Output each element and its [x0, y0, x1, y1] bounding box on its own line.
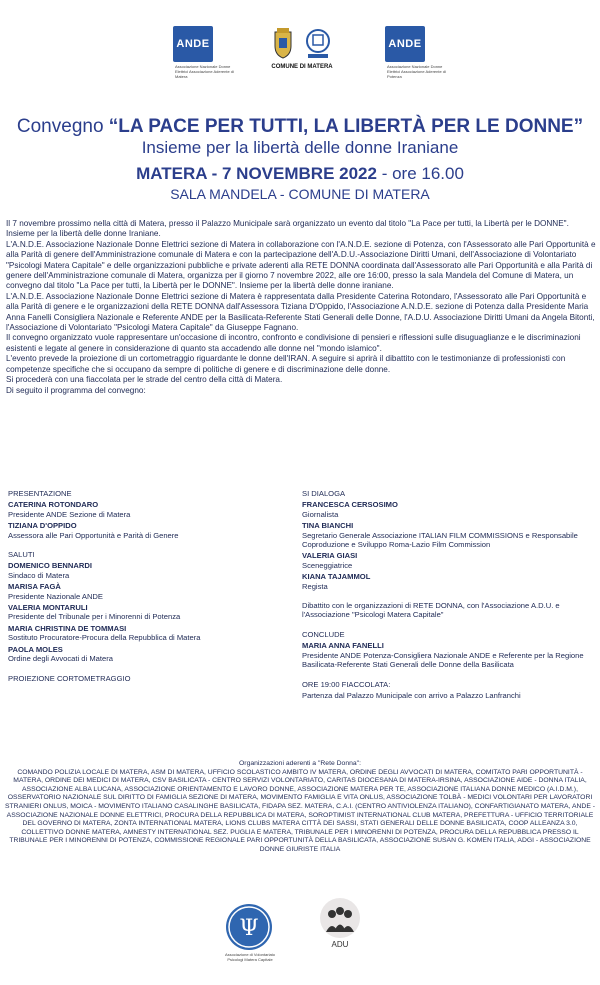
body-paragraph: L'evento prevede la proiezione di un cortometraggio riguardante le donne dell'IRAN. A seguire si aprirà il dibattito con le testimonianze di professionisti con competenze specifiche che si occupano da sempre di politiche di genere e di discriminazione delle donne. [6, 354, 566, 374]
comune-crest-icon [271, 28, 295, 60]
event-venue: SALA MANDELA - COMUNE DI MATERA [170, 186, 430, 202]
speaker: TIZIANA D'OPPIDO Assessora alle Pari Opportunità e Parità di Genere [8, 521, 179, 540]
body-paragraph: Di seguito il programma del convegno: [6, 385, 146, 395]
organizations-text: COMANDO POLIZIA LOCALE DI MATERA, ASM DI MATERA, UFFICIO SCOLASTICO AMBITO IV MATERA, ORDINE DEGLI AVVOCATI DI MATERA, COMITATO PARI OPPORTUNITÀ - MATERA, ORDINE DEI MEDICI DI MATERA, CSV BASILICATA - CENTRO SERVIZI VOLONTARIATO, CARITAS DIOCESANA DI MATERA-IRSINA, ASSOCIAZIONE AIDE - DONNA ITALIA, ASSOCIAZIONE ALBA LUCANA, ASSOCIAZIONE ORIENTAMENTO E LAVORO DONNE, ASSOCIAZIONE MATERA PER TE, ASSOCIAZIONE ITALIANA DONNE MEDICO (A.I.D.M.), OSSERVATORIO NAZIONALE SUL DIRITTO DI FAMIGLIA SEZIONE DI MATERA, MOVIMENTO FAMIGLIA E VITA ONLUS, ASSOCIAZIONE TOLBÀ - MEDICI VOLONTARI PER LAVORATORI STRANIERI ONLUS, MOICA - MOVIMENTO ITALIANO CASALINGHE BASILICATA, FIDAPA SEZ. MATERA, C.A.I. (CENTRO ANTIVIOLENZA ITALIANO), CONFARTIGIANATO MATERA, ANDE - ASSOCIAZIONE NAZIONALE DONNE ELETTRICI, PROCURA DELLA REPUBBLICA DI MATERA, SOROPTIMIST INTERNATIONAL CLUB MATERA, PREFETTURA - UFFICIO TERRITORIALE DEL GOVERNO DI MATERA, ZONTA INTERNATIONAL MATERA, LIONS CLUBS MATERA CITTÀ DEI SASSI, STATI GENERALI DELLE DONNE BASILICATA, COOP ALLEANZA 3.0, COLLETTIVO DONNE MATERA, AMNESTY INTERNATIONAL SEZ. PUGLIA E MATERA, TRIBUNALE PER I MINORENNI DI POTENZA, PROCURA DELLA REPUBBLICA PRESSO IL TRIBUNALE PER I MINORENNI DI POTENZA, COMMISSIONE REGIONALE PARI OPPORTUNITÀ DELLA BASILICATA, ASSOCIAZIONE SUSAN G. KOMEN ITALIA, ADGI - ASSOCIAZIONE DONNE GIURISTE ITALIA [4, 768, 596, 853]
section-proiezione: PROIEZIONE CORTOMETRAGGIO [8, 673, 131, 683]
speaker: FRANCESCA CERSOSIMO Giornalista [302, 500, 398, 519]
speaker: PAOLA MOLES Ordine degli Avvocati di Matera [8, 644, 113, 664]
psi-icon [226, 904, 272, 950]
svg-text:Ψ: Ψ [239, 916, 259, 941]
psicologi-caption: Associazione di Volontariato Psicologi Matera Capitale [224, 952, 276, 962]
people-icon [320, 898, 360, 938]
unesco-icon [303, 28, 333, 60]
section-presentazione: PRESENTAZIONE [8, 489, 72, 498]
program-right-column [302, 489, 592, 700]
section-conclude: CONCLUDE [302, 629, 345, 639]
adu-logo [320, 898, 360, 938]
speaker: TINA BIANCHI Segretario Generale Associazione ITALIAN FILM COMMISSIONS e Responsabile Coproduzione e Sviluppo Roma-Lazio Film Commission [302, 521, 578, 550]
psicologi-logo [226, 904, 272, 950]
body-paragraph: Si procederà con una fiaccolata per le strade del centro della città di Matera. [6, 375, 283, 385]
speaker: MARIA ANNA FANELLI Presidente ANDE Potenza-Consigliera Nazionale ANDE e Referente per la Regione Basilicata-Referente Stati Generali delle Donne della Basilicata [302, 641, 584, 670]
dibattito-text: Dibattito con le organizzazioni di RETE DONNA, con l'Associazione A.D.U. e l'Associazione "Psicologi Matera Capitale" [302, 601, 560, 620]
body-text [6, 219, 596, 396]
section-saluti: SALUTI [8, 550, 35, 560]
adu-caption: ADU [331, 940, 349, 949]
comune-name: COMUNE DI MATERA [271, 64, 333, 70]
event-subtitle: Insieme per la libertà delle donne Iraniane [141, 138, 459, 157]
ande-matera-logo: ANDE [173, 26, 213, 62]
speaker: CATERINA ROTONDARO Presidente ANDE Sezione di Matera [8, 500, 131, 519]
fiaccolata-desc: Partenza dal Palazzo Municipale con arrivo a Palazzo Lanfranchi [302, 690, 521, 700]
body-paragraph: Il convegno organizzato vuole rappresentare un'occasione di incontro, confronto e condivisione di pensieri e riflessioni sulle disuguaglianze e le discriminazioni esistenti e legate al genere in considerazione di quanto sta accadendo alle donne nel "mondo islamico". [6, 333, 581, 353]
speaker: VALERIA MONTARULI Presidente del Tribunale per i Minorenni di Potenza [8, 603, 181, 622]
comune-logos [262, 28, 342, 70]
section-fiaccolata: ORE 19:00 FIACCOLATA: [302, 679, 391, 689]
organizations-heading: Organizzazioni aderenti a "Rete Donna": [239, 760, 361, 767]
ande-potenza-logo: ANDE [385, 26, 425, 62]
speaker: MARISA FAGÀ Presidente Nazionale ANDE [8, 582, 103, 601]
ande-potenza-caption: Associazione Nazionale Donne Elettrici Associazione Aderente di Potenza [387, 64, 446, 79]
section-dialoga: SI DIALOGA [302, 489, 346, 498]
speaker: DOMENICO BENNARDI Sindaco di Matera [8, 561, 92, 580]
speaker: KIANA TAJAMMOL Regista [302, 572, 371, 591]
body-paragraph: L'A.N.D.E. Associazione Nazionale Donne Elettrici sezione di Matera è rappresentata dalla Presidente Caterina Rotondaro, l'Assessorato alle Pari Opportunità e alla Parità di genere e le organizzazioni della RETE DONNA dall'Assessora Tiziana D'Oppido, l'Associazione A.N.D.E. sezione di Potenza dalla Presidente Maria Anna Fanelli Consigliera Nazionale e Referente ANDE per la Basilicata-Referente Stati Generali delle Donne, l'A.D.U. Associazione Diritti Umani da Angela Bitonti, l'Associazione di Volontariato "Psicologi Matera Capitale" da Giuseppe Fagnano. [6, 291, 595, 333]
organizations-list [4, 760, 596, 855]
body-paragraph: Il 7 novembre prossimo nella città di Matera, presso il Palazzo Municipale sarà organizzato un evento dal titolo "La Pace per tutti, la Libertà per le DONNE". Insieme per la libertà delle donne Iraniane. [6, 219, 569, 239]
speaker: MARIA CHRISTINA DE TOMMASI Sostituto Procuratore-Procura della Repubblica di Matera [8, 623, 201, 643]
event-date: MATERA - 7 NOVEMBRE 2022 - ore 16.00 [136, 164, 464, 183]
program-left-column [8, 489, 288, 685]
body-paragraph: L'A.N.D.E. Associazione Nazionale Donne Elettrici sezione di Matera in collaborazione con l'A.N.D.E. sezione di Potenza, con l'Assessorato alle Pari Opportunità e alla Parità di genere dell'Amministrazione comunale di Matera e con la partecipazione dell'A.D.U.-Associazione Diritti Umani, dell'Associazione di Volontariato "Psicologi Matera Capitale" e delle organizzazioni pubbliche e private aderenti alla RETE DONNA coordinata dall'Assessorato alle Pari Opportunità e alla Parità di genere dell'Amministrazione comunale di Matera, organizza per il giorno 7 novembre 2022, alle ore 16:00, presso la sala Mandela del Comune di Matera, un convegno dal titolo "La Pace per tutti, la Libertà per le DONNE". Insieme per la libertà delle donne iraniane. [6, 239, 596, 291]
speaker: VALERIA GIASI Sceneggiatrice [302, 551, 358, 570]
ande-matera-caption: Associazione Nazionale Donne Elettrici Associazione Aderente di Matera [175, 64, 234, 79]
event-title: Convegno “LA PACE PER TUTTI, LA LIBERTÀ PER LE DONNE” [16, 116, 584, 137]
